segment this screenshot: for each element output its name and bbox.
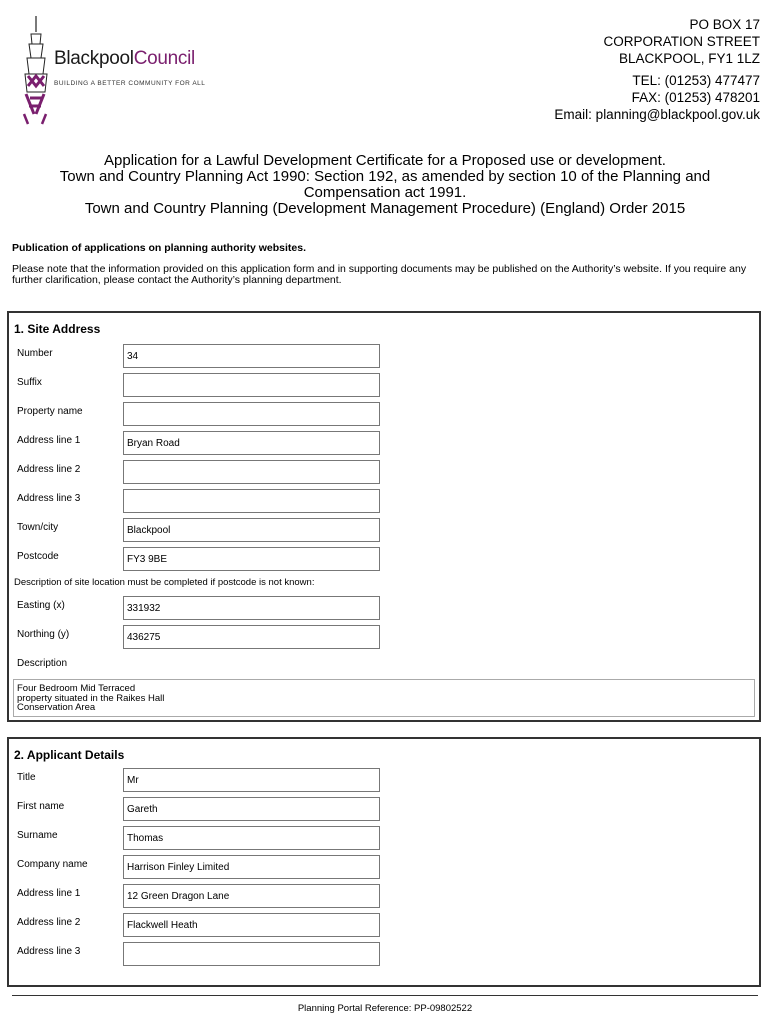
- field-label: Property name: [17, 406, 83, 417]
- property-name-field[interactable]: [123, 402, 380, 426]
- field-label: Suffix: [17, 377, 42, 388]
- company-name-field[interactable]: Harrison Finley Limited: [123, 855, 380, 879]
- applicant-address-line-1-field[interactable]: 12 Green Dragon Lane: [123, 884, 380, 908]
- address-line: BLACKPOOL, FY1 1LZ: [618, 51, 760, 66]
- number-field[interactable]: 34: [123, 344, 380, 368]
- description-field[interactable]: [13, 679, 755, 717]
- address-line: CORPORATION STREET: [603, 34, 760, 49]
- publication-heading: Publication of applications on planning authority websites.: [12, 242, 307, 254]
- field-label: Town/city: [17, 522, 59, 533]
- postcode-field[interactable]: FY3 9BE: [123, 547, 380, 571]
- tower-logo-icon: [14, 14, 54, 126]
- first-name-field[interactable]: Gareth: [123, 797, 380, 821]
- field-label: Address line 2: [17, 917, 81, 928]
- field-label: Address line 1: [17, 435, 81, 446]
- applicant-address-line-2-field[interactable]: Flackwell Heath: [123, 913, 380, 937]
- field-label: Surname: [17, 830, 58, 841]
- title-line: Town and Country Planning (Development Management Procedure) (England) Order 2015: [84, 200, 686, 217]
- address-line: PO BOX 17: [689, 17, 760, 32]
- applicant-address-line-3-field[interactable]: [123, 942, 380, 966]
- applicant-details-section: [7, 737, 761, 987]
- field-label: Easting (x): [17, 600, 65, 611]
- description-line: Conservation Area: [17, 702, 96, 713]
- description-line: Four Bedroom Mid Terraced: [17, 683, 136, 694]
- town-city-field[interactable]: Blackpool: [123, 518, 380, 542]
- section-title: 2. Applicant Details: [14, 748, 125, 762]
- telephone: TEL: (01253) 477477: [632, 73, 760, 88]
- site-address-section: [7, 311, 761, 722]
- location-note: Description of site location must be completed if postcode is not known:: [14, 577, 315, 588]
- section-title: 1. Site Address: [14, 322, 101, 336]
- address-line-2-field[interactable]: [123, 460, 380, 484]
- field-label: Title: [17, 772, 36, 783]
- footer-divider: [12, 995, 758, 996]
- field-label: Description: [17, 658, 68, 669]
- field-label: Number: [17, 348, 53, 359]
- title-line: Compensation act 1991.: [303, 184, 467, 201]
- suffix-field[interactable]: [123, 373, 380, 397]
- portal-reference: Planning Portal Reference: PP-09802522: [297, 1003, 473, 1014]
- council-logo: [14, 14, 244, 126]
- publication-text: Please note that the information provided on this application form and in supporting documents may be published on the Authority’s website. If you require any further clarification, please contact the Authority’s planning department.: [12, 263, 747, 286]
- council-address: [554, 16, 760, 123]
- field-label: Address line 2: [17, 464, 81, 475]
- title-line: Town and Country Planning Act 1990: Section 192, as amended by section 10 of the Planning and: [59, 168, 711, 185]
- address-line-1-field[interactable]: Bryan Road: [123, 431, 380, 455]
- title-line: Application for a Lawful Development Certificate for a Proposed use or development.: [104, 152, 666, 169]
- field-label: Address line 3: [17, 493, 81, 504]
- field-label: Address line 3: [17, 946, 81, 957]
- northing-field[interactable]: 436275: [123, 625, 380, 649]
- easting-field[interactable]: 331932: [123, 596, 380, 620]
- fax: FAX: (01253) 478201: [631, 90, 760, 105]
- field-label: Postcode: [17, 551, 59, 562]
- email: Email: planning@blackpool.gov.uk: [554, 107, 760, 122]
- field-label: Northing (y): [17, 629, 70, 640]
- field-label: First name: [17, 801, 65, 812]
- title-field[interactable]: Mr: [123, 768, 380, 792]
- field-label: Company name: [17, 859, 88, 870]
- description-line: property situated in the Raikes Hall: [17, 692, 165, 704]
- council-name: BlackpoolCouncil: [54, 48, 195, 69]
- document-title: [0, 153, 770, 217]
- surname-field[interactable]: Thomas: [123, 826, 380, 850]
- council-tagline: BUILDING A BETTER COMMUNITY FOR ALL: [54, 80, 206, 87]
- field-label: Address line 1: [17, 888, 81, 899]
- address-line-3-field[interactable]: [123, 489, 380, 513]
